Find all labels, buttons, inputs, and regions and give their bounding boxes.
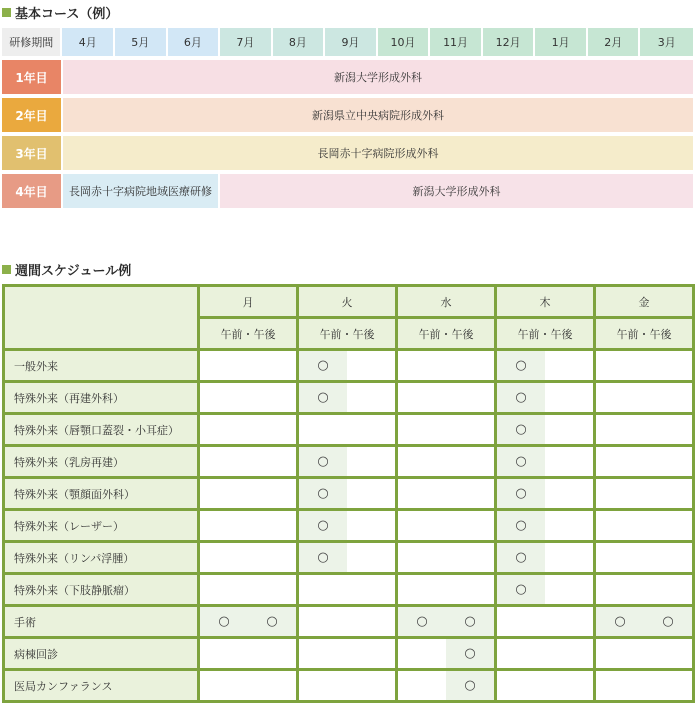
am-slot (200, 639, 248, 668)
day-header: 木 (496, 286, 595, 318)
pm-slot (545, 607, 593, 636)
day-cell (298, 606, 397, 638)
am-slot (398, 511, 446, 540)
pm-slot (347, 383, 395, 412)
pm-slot (446, 511, 494, 540)
pm-slot (347, 543, 395, 572)
ampm-header: 午前・午後 (298, 318, 397, 350)
year-row (2, 136, 693, 170)
am-mark-icon: ○ (398, 607, 446, 636)
year-label: 2年目 (2, 98, 61, 132)
pm-slot (248, 639, 296, 668)
pm-slot (446, 351, 494, 380)
month-cell: 9月 (325, 28, 376, 56)
pm-slot (446, 543, 494, 572)
day-cell (595, 542, 694, 574)
day-header: 金 (595, 286, 694, 318)
period-label: 研修期間 (2, 28, 60, 56)
day-cell (397, 414, 496, 446)
activity-label: 特殊外来（顎顔面外科） (4, 478, 199, 510)
schedule-row (4, 414, 694, 446)
pm-slot (644, 415, 692, 444)
day-cell (397, 446, 496, 478)
day-cell (496, 446, 595, 478)
activity-label: 特殊外来（下肢静脈瘤） (4, 574, 199, 606)
pm-slot (347, 447, 395, 476)
pm-slot (644, 479, 692, 508)
am-slot (398, 479, 446, 508)
schedule-title: 週間スケジュール例 (15, 263, 132, 279)
month-cell: 6月 (168, 28, 219, 56)
month-cell: 3月 (640, 28, 693, 56)
day-cell (298, 414, 397, 446)
am-slot (200, 543, 248, 572)
month-cell: 4月 (62, 28, 113, 56)
pm-slot (347, 415, 395, 444)
pm-slot (545, 479, 593, 508)
pm-slot (545, 671, 593, 700)
am-slot (200, 511, 248, 540)
pm-mark-icon: ○ (446, 639, 494, 668)
day-cell (397, 638, 496, 670)
schedule-body (4, 350, 694, 702)
day-cell (496, 638, 595, 670)
pm-slot (545, 639, 593, 668)
am-slot (596, 351, 644, 380)
day-cell (397, 542, 496, 574)
ampm-header: 午前・午後 (199, 318, 298, 350)
am-mark-icon: ○ (497, 383, 545, 412)
am-slot (200, 575, 248, 604)
month-cell: 8月 (273, 28, 324, 56)
pm-slot (545, 415, 593, 444)
day-cell (397, 670, 496, 702)
activity-label: 手術 (4, 606, 199, 638)
schedule-row (4, 638, 694, 670)
am-slot (398, 351, 446, 380)
day-cell (496, 382, 595, 414)
am-mark-icon: ○ (299, 383, 347, 412)
day-cell (298, 638, 397, 670)
am-slot (596, 543, 644, 572)
activity-label: 一般外来 (4, 350, 199, 382)
day-cell (496, 414, 595, 446)
day-header: 火 (298, 286, 397, 318)
am-mark-icon: ○ (497, 447, 545, 476)
am-mark-icon: ○ (497, 415, 545, 444)
year-row (2, 60, 693, 94)
pm-mark-icon: ○ (446, 671, 494, 700)
pm-slot (545, 511, 593, 540)
activity-label: 特殊外来（レーザー） (4, 510, 199, 542)
day-cell (496, 542, 595, 574)
day-cell (298, 510, 397, 542)
am-mark-icon: ○ (299, 543, 347, 572)
am-mark-icon: ○ (497, 479, 545, 508)
am-slot (299, 639, 347, 668)
pm-slot (644, 671, 692, 700)
am-slot (299, 415, 347, 444)
day-cell (298, 670, 397, 702)
day-cell (397, 510, 496, 542)
am-slot (596, 575, 644, 604)
pm-slot (347, 479, 395, 508)
am-slot (398, 447, 446, 476)
schedule-row (4, 350, 694, 382)
year-label: 1年目 (2, 60, 61, 94)
pm-slot (545, 351, 593, 380)
activity-label: 特殊外来（リンパ浮腫） (4, 542, 199, 574)
pm-slot (347, 607, 395, 636)
pm-mark-icon: ○ (644, 607, 692, 636)
schedule-row (4, 510, 694, 542)
pm-slot (347, 671, 395, 700)
ampm-header: 午前・午後 (496, 318, 595, 350)
course-bar: 長岡赤十字病院形成外科 (63, 136, 693, 170)
course-bar: 長岡赤十字病院地域医療研修 (63, 174, 218, 208)
day-cell (298, 382, 397, 414)
pm-slot (446, 447, 494, 476)
schedule-heading (2, 260, 131, 278)
pm-slot (347, 639, 395, 668)
pm-slot (248, 447, 296, 476)
am-slot (596, 671, 644, 700)
month-cell: 2月 (588, 28, 639, 56)
ampm-header: 午前・午後 (595, 318, 694, 350)
schedule-table (2, 284, 695, 703)
month-cell: 12月 (483, 28, 534, 56)
activity-label: 特殊外来（再建外科） (4, 382, 199, 414)
am-slot (596, 415, 644, 444)
pm-slot (644, 383, 692, 412)
day-cell (595, 606, 694, 638)
day-cell (199, 574, 298, 606)
am-slot (200, 415, 248, 444)
day-cell (496, 670, 595, 702)
day-cell (298, 446, 397, 478)
am-mark-icon: ○ (497, 575, 545, 604)
month-cell: 10月 (378, 28, 429, 56)
day-cell (595, 446, 694, 478)
am-slot (200, 383, 248, 412)
month-cell: 11月 (430, 28, 481, 56)
schedule-row (4, 382, 694, 414)
pm-slot (248, 415, 296, 444)
am-slot (398, 639, 446, 668)
heading-square-icon (2, 8, 11, 17)
am-mark-icon: ○ (299, 479, 347, 508)
day-cell (595, 350, 694, 382)
day-cell (496, 606, 595, 638)
day-cell (298, 542, 397, 574)
day-cell (595, 574, 694, 606)
am-mark-icon: ○ (200, 607, 248, 636)
day-cell (199, 542, 298, 574)
day-cell (397, 350, 496, 382)
day-cell (298, 478, 397, 510)
am-slot (596, 479, 644, 508)
pm-slot (347, 575, 395, 604)
months-row (2, 28, 693, 56)
am-slot (200, 351, 248, 380)
pm-slot (545, 543, 593, 572)
day-cell (595, 478, 694, 510)
month-cell: 5月 (115, 28, 166, 56)
day-cell (397, 574, 496, 606)
year-row (2, 98, 693, 132)
am-slot (497, 671, 545, 700)
day-cell (595, 670, 694, 702)
day-cell (496, 350, 595, 382)
day-cell (199, 478, 298, 510)
pm-slot (248, 351, 296, 380)
pm-slot (248, 671, 296, 700)
day-cell (298, 350, 397, 382)
year-label: 4年目 (2, 174, 61, 208)
schedule-row (4, 478, 694, 510)
pm-slot (644, 511, 692, 540)
pm-slot (545, 575, 593, 604)
am-slot (299, 607, 347, 636)
am-slot (200, 671, 248, 700)
course-heading (2, 3, 118, 21)
day-cell (397, 606, 496, 638)
day-cell (199, 510, 298, 542)
pm-slot (248, 575, 296, 604)
am-mark-icon: ○ (497, 511, 545, 540)
schedule-row (4, 542, 694, 574)
heading-square-icon (2, 265, 11, 274)
day-cell (298, 574, 397, 606)
day-cell (496, 510, 595, 542)
am-slot (596, 639, 644, 668)
am-mark-icon: ○ (299, 447, 347, 476)
month-cell: 7月 (220, 28, 271, 56)
course-table (2, 28, 693, 208)
pm-slot (446, 479, 494, 508)
schedule-row (4, 574, 694, 606)
am-slot (299, 671, 347, 700)
pm-slot (248, 511, 296, 540)
pm-slot (644, 447, 692, 476)
day-cell (199, 670, 298, 702)
day-cell (199, 638, 298, 670)
day-cell (595, 414, 694, 446)
am-mark-icon: ○ (299, 351, 347, 380)
schedule-row (4, 446, 694, 478)
pm-slot (446, 383, 494, 412)
pm-slot (446, 575, 494, 604)
course-bar: 新潟大学形成外科 (220, 174, 693, 208)
day-cell (199, 446, 298, 478)
am-mark-icon: ○ (497, 351, 545, 380)
am-mark-icon: ○ (596, 607, 644, 636)
am-mark-icon: ○ (497, 543, 545, 572)
month-cell: 1月 (535, 28, 586, 56)
schedule-row (4, 606, 694, 638)
course-bar: 新潟大学形成外科 (63, 60, 693, 94)
pm-slot (347, 351, 395, 380)
schedule-row (4, 670, 694, 702)
am-slot (398, 575, 446, 604)
course-title: 基本コース（例） (15, 6, 119, 22)
am-slot (596, 447, 644, 476)
day-cell (199, 382, 298, 414)
am-slot (497, 607, 545, 636)
pm-slot (644, 575, 692, 604)
day-cell (595, 382, 694, 414)
am-slot (497, 639, 545, 668)
pm-slot (545, 447, 593, 476)
am-slot (398, 415, 446, 444)
corner-cell (4, 286, 199, 350)
am-slot (299, 575, 347, 604)
pm-slot (248, 383, 296, 412)
day-cell (595, 638, 694, 670)
day-cell (199, 414, 298, 446)
activity-label: 医局カンファランス (4, 670, 199, 702)
am-slot (596, 511, 644, 540)
day-header: 水 (397, 286, 496, 318)
day-cell (595, 510, 694, 542)
year-label: 3年目 (2, 136, 61, 170)
pm-slot (446, 415, 494, 444)
pm-slot (248, 479, 296, 508)
pm-slot (347, 511, 395, 540)
am-slot (398, 543, 446, 572)
day-cell (199, 350, 298, 382)
day-cell (397, 382, 496, 414)
pm-slot (545, 383, 593, 412)
am-slot (596, 383, 644, 412)
pm-slot (644, 543, 692, 572)
activity-label: 特殊外来（唇顎口蓋裂・小耳症） (4, 414, 199, 446)
day-cell (496, 574, 595, 606)
am-slot (200, 447, 248, 476)
pm-slot (644, 639, 692, 668)
am-slot (200, 479, 248, 508)
pm-slot (248, 543, 296, 572)
year-row (2, 174, 693, 208)
am-slot (398, 671, 446, 700)
day-cell (397, 478, 496, 510)
am-mark-icon: ○ (299, 511, 347, 540)
activity-label: 特殊外来（乳房再建） (4, 446, 199, 478)
course-bar: 新潟県立中央病院形成外科 (63, 98, 693, 132)
pm-mark-icon: ○ (248, 607, 296, 636)
day-cell (199, 606, 298, 638)
activity-label: 病棟回診 (4, 638, 199, 670)
day-cell (496, 478, 595, 510)
ampm-header: 午前・午後 (397, 318, 496, 350)
day-header: 月 (199, 286, 298, 318)
am-slot (398, 383, 446, 412)
pm-slot (644, 351, 692, 380)
pm-mark-icon: ○ (446, 607, 494, 636)
